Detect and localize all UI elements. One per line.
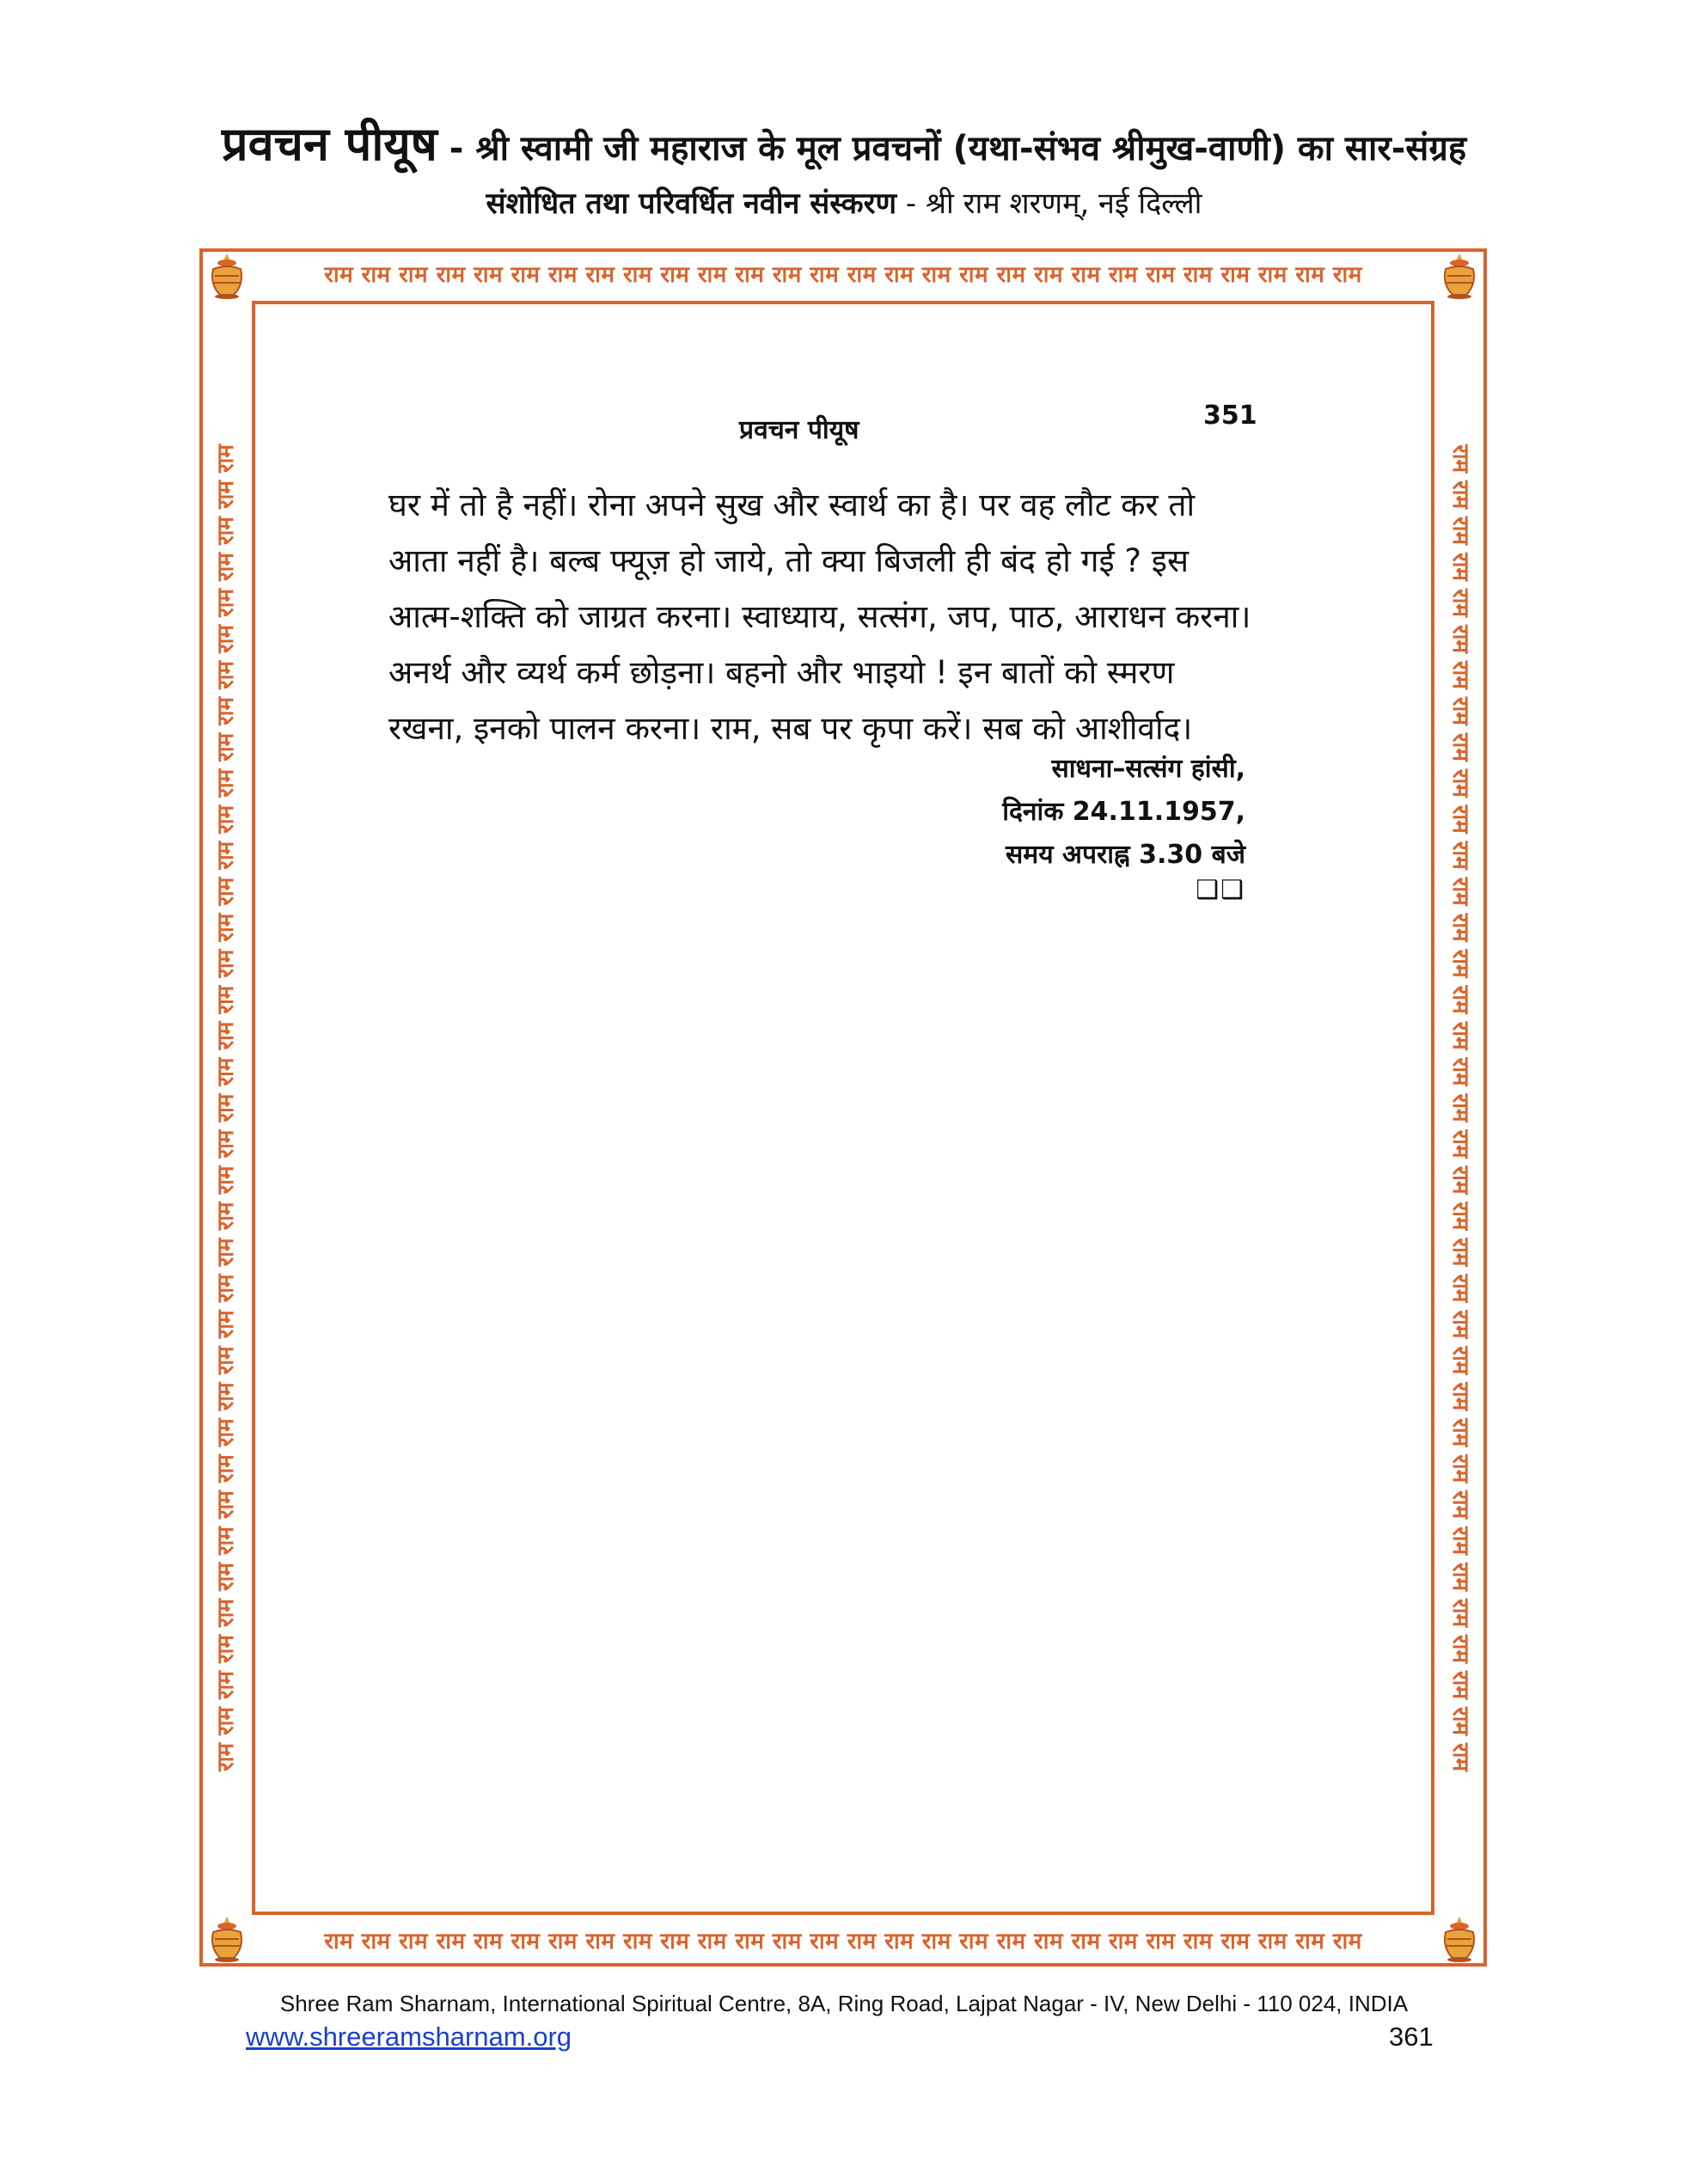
book-running-head: प्रवचन पीयूष xyxy=(739,415,859,445)
text-line: घर में तो है नहीं। रोना अपने सुख और स्वार्थ का है। पर वह लौट कर तो xyxy=(388,486,1196,523)
book-page-number: 351 xyxy=(1203,401,1257,431)
signature-date: दिनांक 24.11.1957, xyxy=(1002,797,1245,827)
text-line: आत्म-शक्ति को जाग्रत करना। स्वाध्याय, सत्संग, जप, पाठ, आराधन करना। xyxy=(388,598,1251,635)
pdf-page-number: 361 xyxy=(1389,2022,1434,2052)
website-link[interactable]: www.shreeramsharnam.org xyxy=(246,2022,572,2052)
signature-time: समय अपराह्न 3.30 बजे xyxy=(1005,840,1245,870)
kalash-icon xyxy=(1434,1913,1485,1965)
document-title xyxy=(0,110,1688,174)
document-subtitle xyxy=(0,182,1688,222)
text-line: अनर्थ और व्यर्थ कर्म छोड़ना। बहनो और भाइयो ! इन बातों को स्मरण xyxy=(388,654,1175,691)
footer-address: Shree Ram Sharnam, International Spiritual Centre, 8A, Ring Road, Lajpat Nagar - IV, New Delhi - 110 024, INDIA xyxy=(279,1991,1409,2016)
kalash-icon xyxy=(201,250,253,302)
border-text-top: राम राम राम राम राम राम राम राम राम राम राम राम राम राम राम राम राम राम राम राम राम राम राम राम राम राम राम राम xyxy=(324,262,1362,288)
kalash-icon xyxy=(1434,250,1485,302)
text-line: आता नहीं है। बल्ब फ्यूज़ हो जाये, तो क्या बिजली ही बंद हो गई ? इस xyxy=(388,542,1189,579)
border-text-right: राम राम राम राम राम राम राम राम राम राम राम राम राम राम राम राम राम राम राम राम राम राम राम राम राम राम राम राम राम राम राम राम राम राम राम राम राम xyxy=(1447,444,1473,1771)
discourse-text xyxy=(388,477,1257,756)
subtitle-publisher: - श्री राम शरणम्, नई दिल्ली xyxy=(896,187,1202,221)
end-mark: ❑❑ xyxy=(1196,875,1245,905)
border-text-left: राम राम राम राम राम राम राम राम राम राम राम राम राम राम राम राम राम राम राम राम राम राम राम राम राम राम राम राम राम राम राम राम राम राम राम राम राम xyxy=(213,444,239,1771)
signature-place: साधना–सत्संग हांसी, xyxy=(1051,754,1245,784)
subtitle-edition: संशोधित तथा परिवर्धित नवीन संस्करण xyxy=(486,187,897,221)
title-main: प्रवचन पीयूष xyxy=(221,117,437,171)
border-text-bottom: राम राम राम राम राम राम राम राम राम राम राम राम राम राम राम राम राम राम राम राम राम राम राम राम राम राम राम राम xyxy=(324,1929,1362,1955)
title-description: - श्री स्वामी जी महाराज के मूल प्रवचनों (यथा-संभव श्रीमुख-वाणी) का सार-संग्रह xyxy=(437,129,1467,168)
kalash-icon xyxy=(201,1913,253,1965)
text-line: रखना, इनको पालन करना। राम, सब पर कृपा करें। सब को आशीर्वाद। xyxy=(388,710,1193,747)
